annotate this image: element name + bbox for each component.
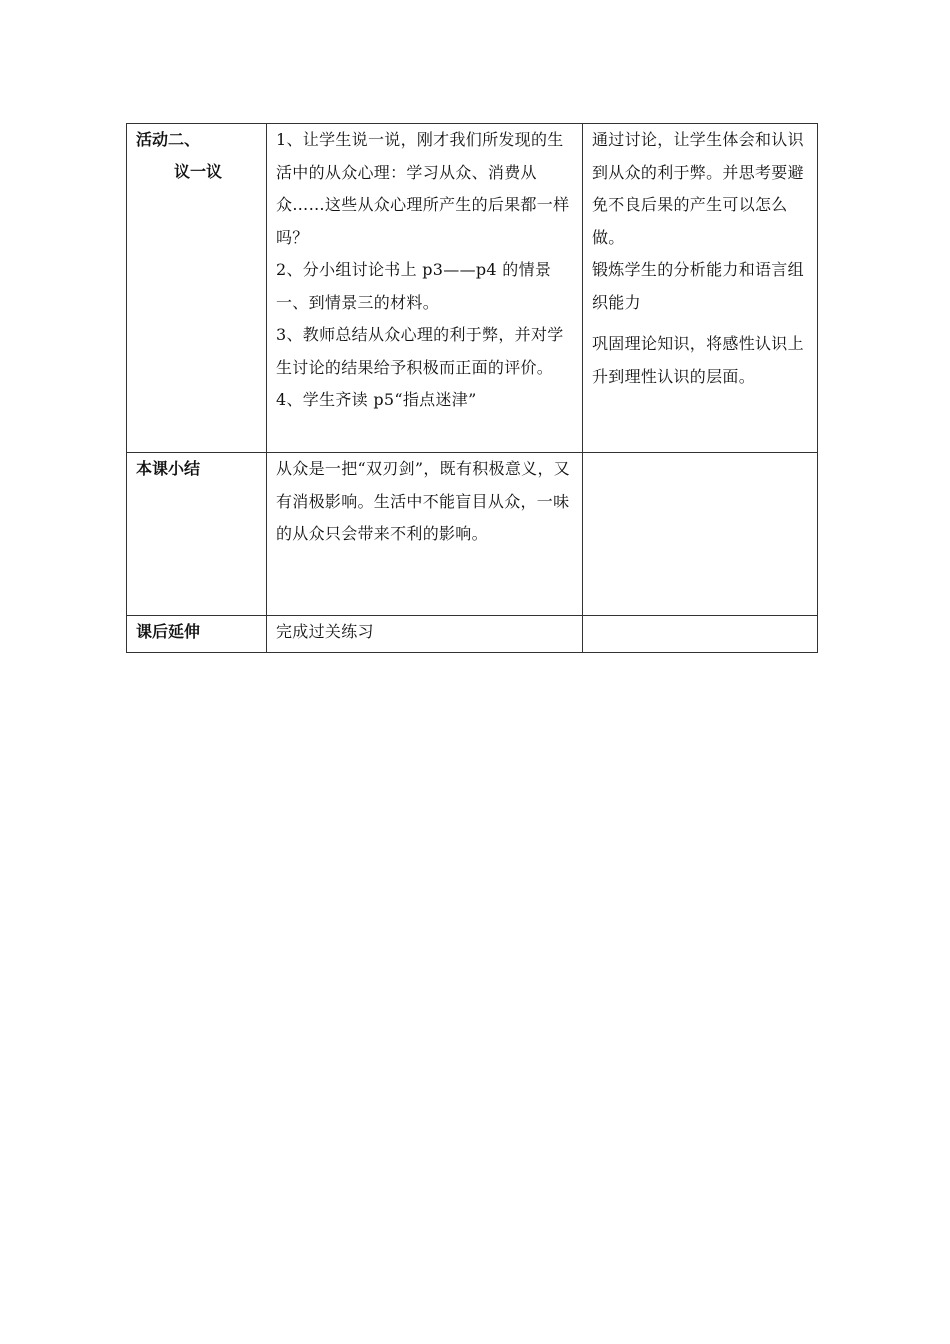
notes-cell — [583, 616, 818, 653]
row-label-cell — [127, 453, 267, 616]
row-label: 活动二、 — [136, 130, 201, 149]
notes-cell — [583, 453, 818, 616]
table-row — [127, 124, 818, 453]
notes-paragraph: 锻炼学生的分析能力和语言组织能力 — [592, 260, 804, 312]
notes-paragraph: 巩固理论知识，将感性认识上升到理性认识的层面。 — [592, 334, 804, 386]
lesson-plan-table — [126, 123, 818, 653]
content-paragraph: 2、分小组讨论书上 p3——p4 的情景一、到情景三的材料。 — [276, 260, 552, 312]
row-label: 课后延伸 — [136, 622, 201, 641]
content-paragraph: 从众是一把“双刃剑”，既有积极意义，又有消极影响。生活中不能盲目从众，一味的从众只会带来不利的影响。 — [276, 459, 571, 543]
notes-cell — [583, 124, 818, 453]
notes-paragraph: 通过讨论，让学生体会和认识到从众的利于弊。并思考要避免不良后果的产生可以怎么做。 — [592, 130, 804, 247]
content-cell — [267, 453, 583, 616]
row-label-sub: 议一议 — [174, 162, 223, 181]
table-row — [127, 616, 818, 653]
table-row — [127, 453, 818, 616]
content-cell — [267, 616, 583, 653]
content-paragraph: 3、教师总结从众心理的利于弊，并对学生讨论的结果给予积极而正面的评价。 — [276, 325, 564, 377]
content-paragraph: 完成过关练习 — [276, 622, 374, 641]
row-label-cell — [127, 616, 267, 653]
content-cell — [267, 124, 583, 453]
content-paragraph: 4、学生齐读 p5“指点迷津” — [276, 390, 477, 409]
content-paragraph: 1、让学生说一说，刚才我们所发现的生活中的从众心理：学习从众、消费从众……这些从众心理所产生的后果都一样吗？ — [276, 130, 570, 247]
row-label-cell — [127, 124, 267, 453]
row-label: 本课小结 — [136, 459, 201, 478]
